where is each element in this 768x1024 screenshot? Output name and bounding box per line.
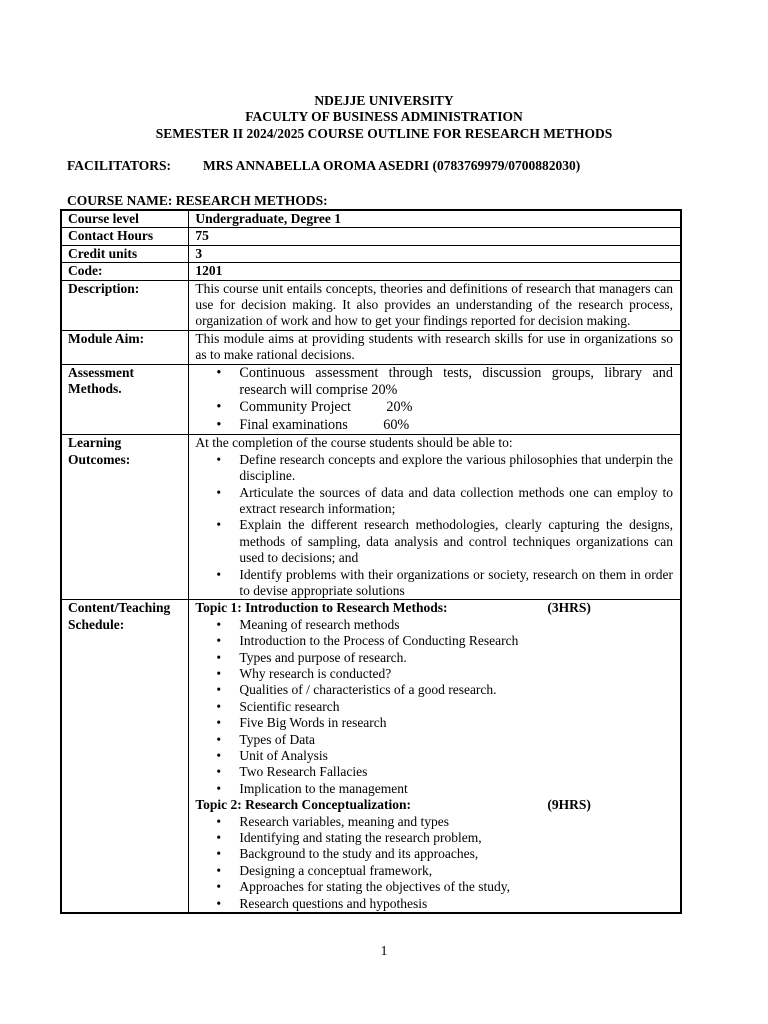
topic-title: Topic 1: Introduction to Research Methods: [195, 600, 448, 616]
list-item: • Define research concepts and explore the various philosophies that underpin the discipline. [239, 452, 673, 485]
list-item: • Meaning of research methods [239, 617, 673, 633]
row-label: Credit units [61, 245, 189, 262]
row-value: Undergraduate, Degree 1 [189, 210, 681, 228]
list-item: • Two Research Fallacies [239, 764, 673, 780]
row-label: Assessment Methods. [61, 364, 189, 435]
university-name: NDEJJE UNIVERSITY [314, 93, 454, 108]
row-label: Contact Hours [61, 228, 189, 245]
row-value: 3 [189, 245, 681, 262]
table-row [61, 228, 681, 245]
list-item: • Types and purpose of research. [239, 650, 673, 666]
description-text: This course unit entails concepts, theories and definitions of research that managers can use for decision making. It also provides an understanding of the research process, organization of work and how to get your findings reported for decision making. [189, 280, 681, 330]
list-item: • Five Big Words in research [239, 715, 673, 731]
list-item: • Why research is conducted? [239, 666, 673, 682]
list-item: • Final examinations 60% [239, 417, 673, 434]
list-item: • Community Project 20% [239, 399, 673, 416]
row-value: 75 [189, 228, 681, 245]
list-item: • Identify problems with their organizations or society, research on them in order to devise appropriate solutions [239, 567, 673, 600]
topic-hours: (9HRS) [547, 797, 591, 813]
list-item: • Types of Data [239, 732, 673, 748]
facilitators-label: FACILITATORS: [67, 158, 172, 173]
row-label: Learning Outcomes: [61, 435, 189, 600]
list-item: • Articulate the sources of data and data collection methods one can employ to extract research information; [239, 485, 673, 518]
outcomes-intro: At the completion of the course students should be able to: [195, 435, 513, 451]
list-item: • Unit of Analysis [239, 748, 673, 764]
document-header [0, 93, 768, 142]
course-outline-table [60, 209, 682, 914]
list-item: • Research questions and hypothesis [239, 896, 673, 912]
outcomes-list [195, 452, 673, 600]
list-item: • Identifying and stating the research problem, [239, 830, 673, 846]
assessment-list [195, 365, 673, 435]
row-label: Code: [61, 263, 189, 280]
list-item: • Continuous assessment through tests, discussion groups, library and research will comprise 20% [239, 365, 673, 400]
schedule-cell [189, 600, 681, 913]
module-aim-text: This module aims at providing students with research skills for use in organizations so as to make rational decisions. [189, 330, 681, 364]
table-row [61, 600, 681, 913]
list-item: • Research variables, meaning and types [239, 814, 673, 830]
row-label: Course level [61, 210, 189, 228]
table-row [61, 245, 681, 262]
topic-title: Topic 2: Research Conceptualization: [195, 797, 412, 813]
table-row [61, 435, 681, 600]
table-row [61, 330, 681, 364]
topic-hours: (3HRS) [547, 600, 591, 616]
row-label: Description: [61, 280, 189, 330]
outcomes-cell [189, 435, 681, 600]
row-label: Module Aim: [61, 330, 189, 364]
list-item: • Scientific research [239, 699, 673, 715]
course-name: COURSE NAME: RESEARCH METHODS: [67, 193, 328, 208]
table-row [61, 364, 681, 435]
topic-list [195, 617, 673, 797]
list-item: • Approaches for stating the objectives of the study, [239, 879, 673, 895]
topic-heading [195, 797, 673, 813]
list-item: • Qualities of / characteristics of a good research. [239, 682, 673, 698]
table-row [61, 263, 681, 280]
topic-heading [195, 600, 673, 616]
list-item: • Designing a conceptual framework, [239, 863, 673, 879]
page-number: 1 [380, 943, 388, 958]
list-item: • Introduction to the Process of Conducting Research [239, 633, 673, 649]
facilitators-line [67, 158, 580, 174]
topic-list [195, 814, 673, 912]
list-item: • Implication to the management [239, 781, 673, 797]
row-label: Content/Teaching Schedule: [61, 600, 189, 913]
list-item: • Background to the study and its approaches, [239, 846, 673, 862]
table-row [61, 210, 681, 228]
faculty-name: FACULTY OF BUSINESS ADMINISTRATION [245, 109, 523, 125]
table-row [61, 280, 681, 330]
assessment-cell [189, 364, 681, 435]
row-value: 1201 [189, 263, 681, 280]
list-item: • Explain the different research methodologies, clearly capturing the designs, methods of sampling, data analysis and control techniques organizations can used to decisions; and [239, 517, 673, 566]
outline-title: SEMESTER II 2024/2025 COURSE OUTLINE FOR RESEARCH METHODS [155, 125, 613, 141]
facilitators-value: MRS ANNABELLA OROMA ASEDRI (0783769979/0700882030) [203, 158, 581, 173]
